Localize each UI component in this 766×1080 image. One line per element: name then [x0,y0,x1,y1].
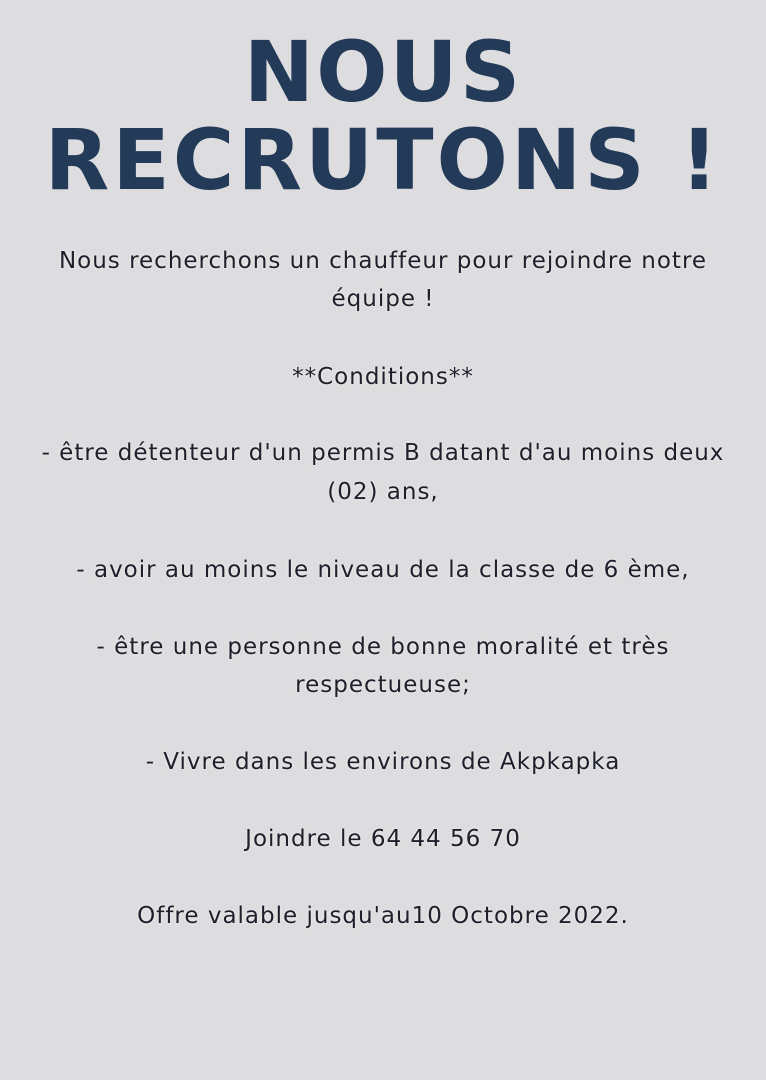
condition-morality-line-2: respectueuse; [295,672,471,698]
condition-license-line-1: - être détenteur d'un permis B datant d'au moins deux [41,440,725,466]
headline-line-1: NOUS [243,23,523,121]
intro-line-2: équipe ! [331,286,435,312]
contact-phone: Joindre le 64 44 56 70 [245,826,521,852]
condition-education: - avoir au moins le niveau de la classe de 6 ème, [76,557,690,583]
offer-validity: Offre valable jusqu'au10 Octobre 2022. [137,903,629,929]
conditions-title: **Conditions** [292,364,474,390]
headline-line-2: RECRUTONS ! [44,111,722,209]
condition-license-line-2: (02) ans, [327,479,439,505]
condition-location: - Vivre dans les environs de Akpkapka [145,749,621,775]
intro-line-1: Nous recherchons un chauffeur pour rejoindre notre [58,248,708,274]
condition-morality-line-1: - être une personne de bonne moralité et très [96,634,670,660]
